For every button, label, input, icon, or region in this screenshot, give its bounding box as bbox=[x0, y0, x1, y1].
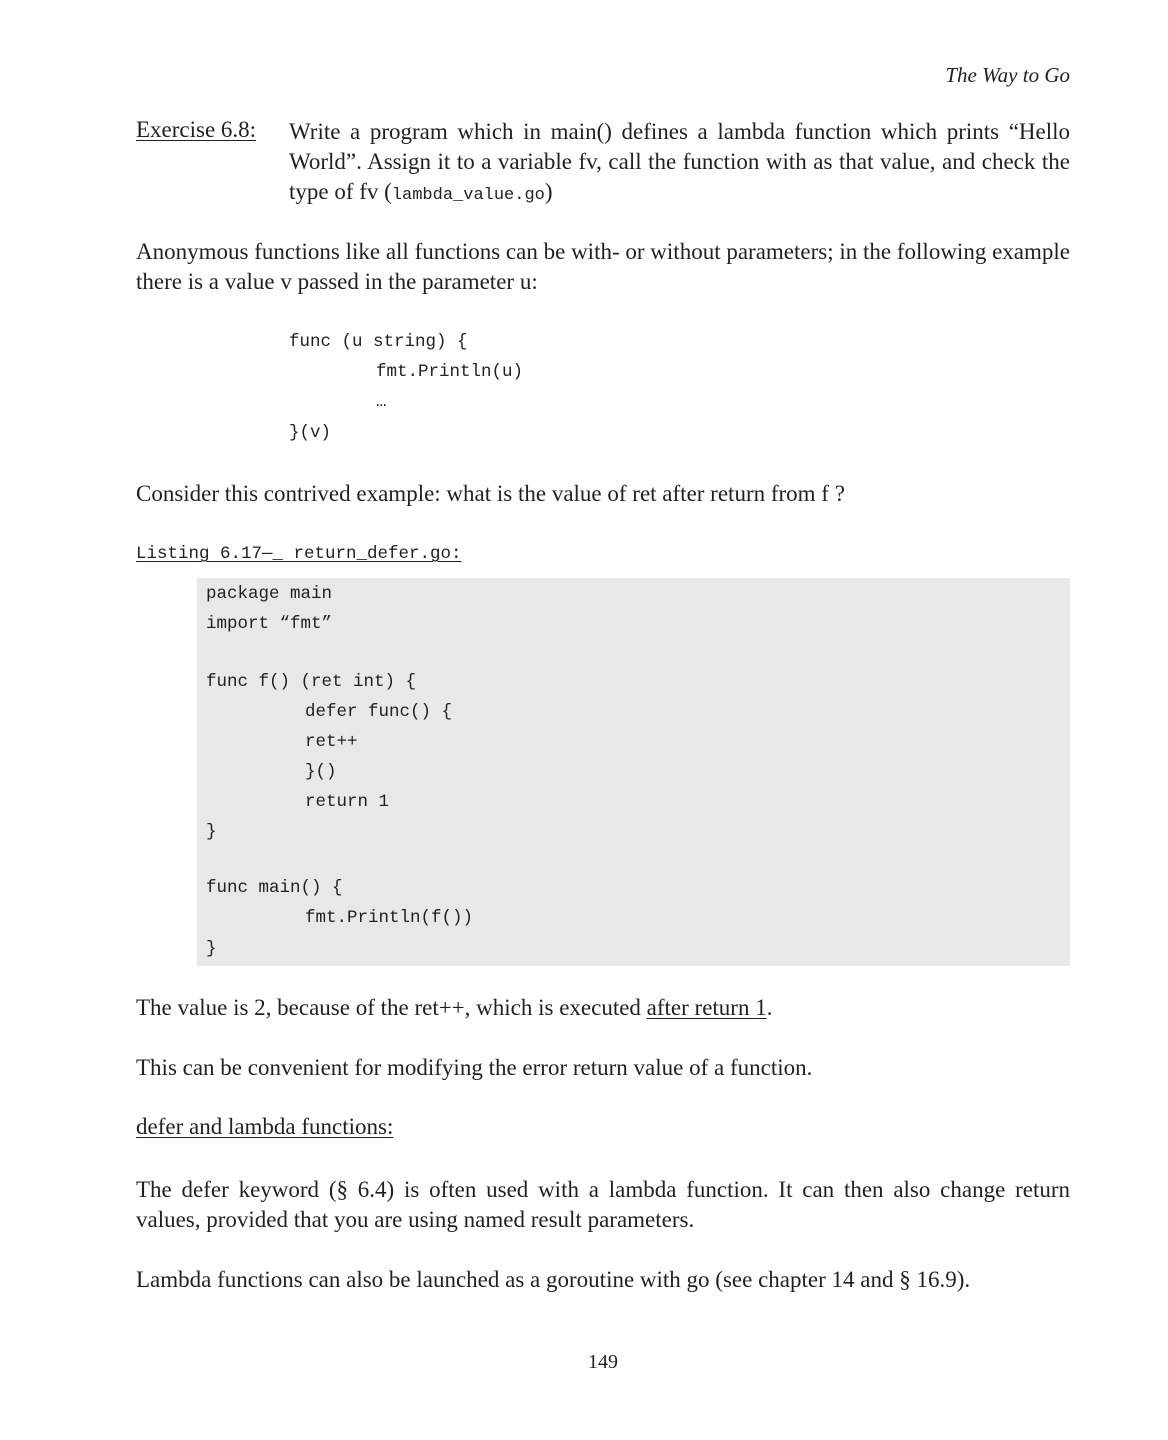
value-period: . bbox=[766, 995, 773, 1020]
paragraph-consider: Consider this contrived example: what is the value of ret after return from f ? bbox=[136, 481, 845, 506]
listing-caption: Listing 6.17—_ return_defer.go: bbox=[136, 544, 462, 564]
snippet-line: fmt.Println(u) bbox=[376, 362, 524, 382]
exercise-text bbox=[289, 117, 1070, 211]
code-line: fmt.Println(f()) bbox=[305, 908, 474, 928]
code-line: return 1 bbox=[305, 792, 390, 812]
paragraph-anonymous: Anonymous functions like all functions can be with- or without parameters; in the following example there is a value v passed in the parameter u: bbox=[136, 239, 1070, 294]
code-line: }() bbox=[305, 762, 337, 782]
code-line: func f() (ret int) { bbox=[206, 672, 417, 692]
code-line: } bbox=[206, 822, 217, 842]
snippet-line: func (u string) { bbox=[289, 332, 468, 352]
snippet-line: }(v) bbox=[289, 423, 332, 443]
paragraph-value bbox=[136, 993, 1070, 1023]
exercise-description: Write a program which in main() defines a lambda function which prints “Hello World”. Assign it to a variable fv, call the function with as that value, and check the type of fv ( bbox=[289, 119, 1070, 204]
code-line: package main bbox=[206, 584, 333, 604]
code-line: } bbox=[206, 939, 217, 959]
page-number: 149 bbox=[588, 1351, 618, 1373]
exercise-close-paren: ) bbox=[544, 179, 553, 204]
running-header: The Way to Go bbox=[945, 63, 1070, 87]
value-emphasis: after return 1 bbox=[646, 995, 767, 1020]
snippet-line: … bbox=[376, 392, 387, 412]
paragraph-goroutine: Lambda functions can also be launched as a goroutine with go (see chapter 14 and § 16.9). bbox=[136, 1267, 971, 1292]
paragraph-defer: The defer keyword (§ 6.4) is often used with a lambda function. It can then also change return values, provided that you are using named result parameters. bbox=[136, 1177, 1070, 1232]
value-text: The value is 2, because of the ret++, which is executed bbox=[136, 995, 647, 1020]
paragraph-convenient: This can be convenient for modifying the error return value of a function. bbox=[136, 1055, 813, 1080]
code-line: import “fmt” bbox=[206, 614, 333, 634]
exercise-label: Exercise 6.8: bbox=[136, 117, 257, 142]
code-line: defer func() { bbox=[305, 702, 453, 722]
code-line: func main() { bbox=[206, 878, 343, 898]
code-block bbox=[197, 578, 1070, 966]
code-line: ret++ bbox=[305, 732, 358, 752]
exercise-filename: lambda_value.go bbox=[391, 186, 545, 205]
section-heading: defer and lambda functions: bbox=[136, 1114, 394, 1139]
